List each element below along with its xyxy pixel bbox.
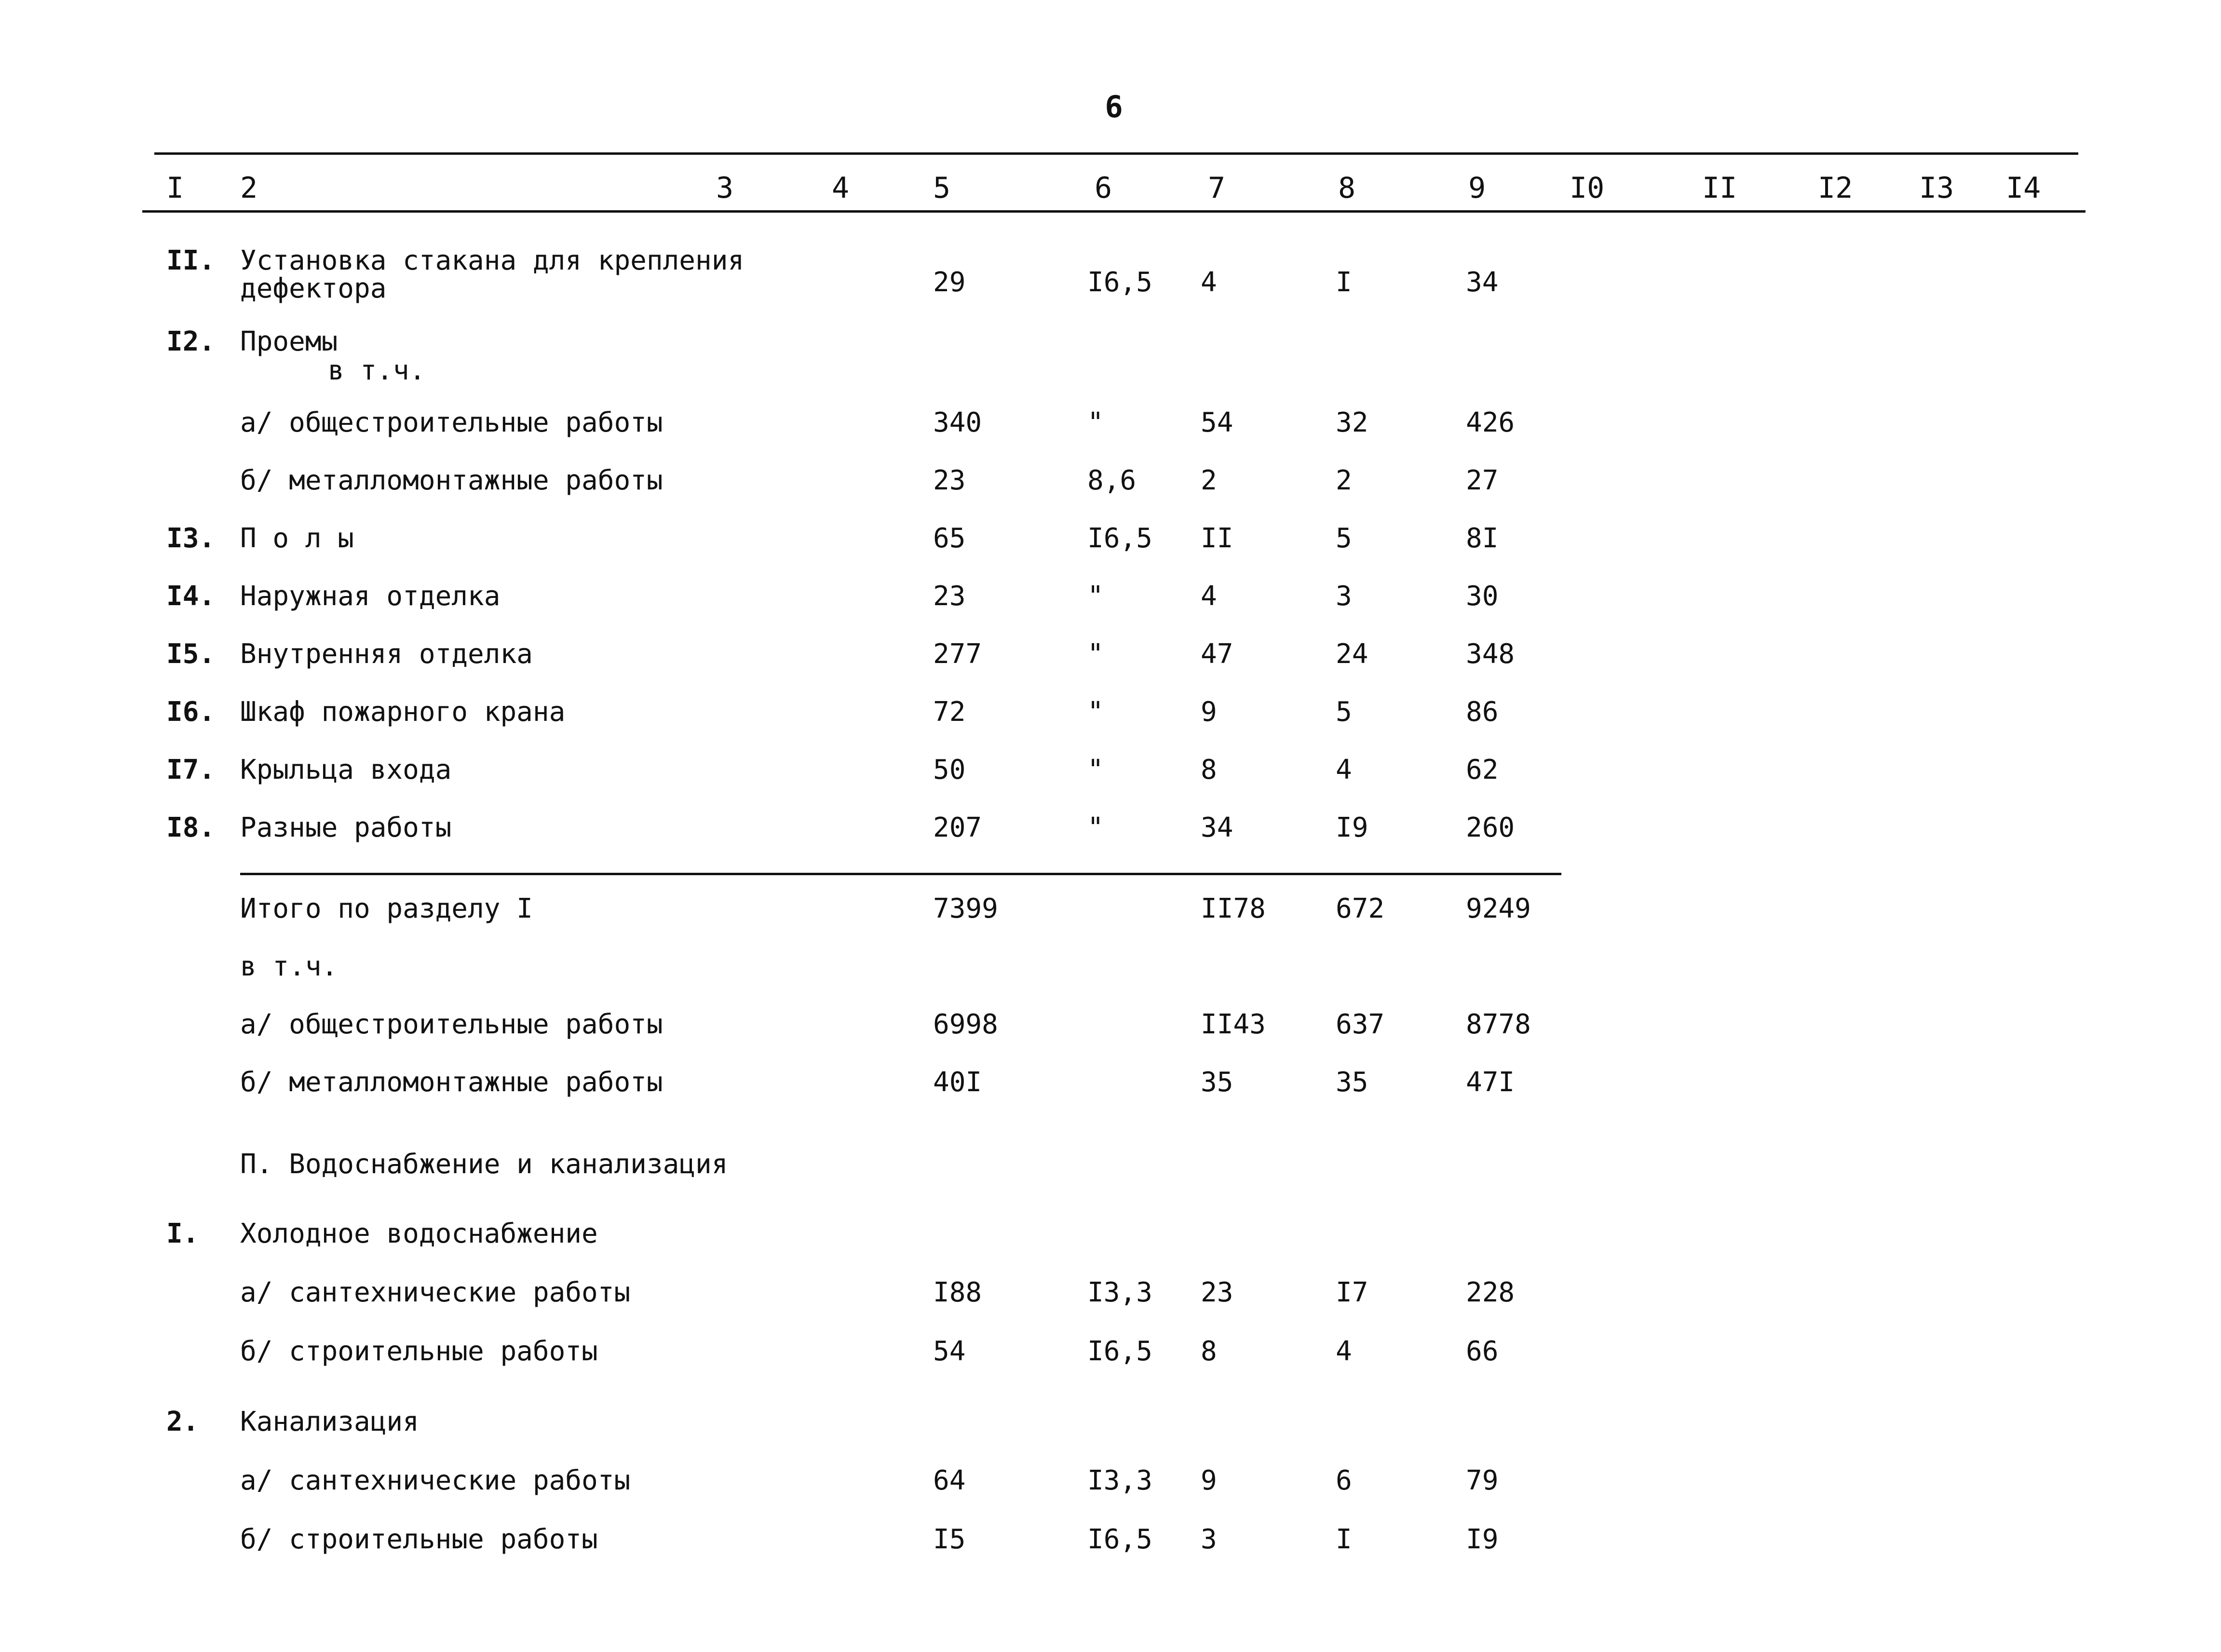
totals-col-5: 40I xyxy=(933,1067,982,1098)
row-col-5: 72 xyxy=(933,696,966,728)
row-number: I2. xyxy=(166,326,216,357)
row-col-7: 8 xyxy=(1201,754,1217,785)
row-name: б/ строительные работы xyxy=(240,1336,598,1367)
row-col-9: 228 xyxy=(1466,1277,1515,1308)
row-col-7: 3 xyxy=(1201,1524,1217,1555)
col-header-14: I4 xyxy=(2006,171,2041,205)
row-col-7: 4 xyxy=(1201,581,1217,612)
row-number: I7. xyxy=(166,754,216,785)
row-name: а/ сантехнические работы xyxy=(240,1277,631,1308)
totals-col-5: 7399 xyxy=(933,893,998,924)
totals-col-9: 8778 xyxy=(1466,1009,1531,1040)
col-header-7: 7 xyxy=(1208,171,1226,205)
row-col-7: 54 xyxy=(1201,407,1233,438)
row-col-6: " xyxy=(1087,638,1104,670)
row-col-6: " xyxy=(1087,812,1104,843)
row-col-5: 23 xyxy=(933,581,966,612)
row-col-9: 86 xyxy=(1466,696,1499,728)
row-name: Разные работы xyxy=(240,812,452,843)
col-header-5: 5 xyxy=(933,171,951,205)
row-name: Внутренняя отделка xyxy=(240,638,533,670)
col-header-11: II xyxy=(1702,171,1737,205)
totals-col-5: 6998 xyxy=(933,1009,998,1040)
col-header-8: 8 xyxy=(1338,171,1356,205)
row-col-6: " xyxy=(1087,754,1104,785)
row-col-5: 65 xyxy=(933,523,966,554)
row-name: а/ сантехнические работы xyxy=(240,1465,631,1496)
row-col-8: 5 xyxy=(1336,696,1352,728)
row-number: I. xyxy=(166,1218,199,1249)
row-col-9: 62 xyxy=(1466,754,1499,785)
row-col-7: 47 xyxy=(1201,638,1233,670)
row-col-8: 4 xyxy=(1336,754,1352,785)
totals-divider-rule xyxy=(240,873,1561,875)
row-number: 2. xyxy=(166,1406,199,1437)
row-col-5: 29 xyxy=(933,267,966,298)
totals-name: б/ металломонтажные работы xyxy=(240,1067,663,1098)
row-number: I6. xyxy=(166,696,216,728)
row-name: Наружная отделка xyxy=(240,581,501,612)
row-name: б/ строительные работы xyxy=(240,1524,598,1555)
row-col-5: I5 xyxy=(933,1524,966,1555)
totals-col-8: 672 xyxy=(1336,893,1385,924)
row-col-8: 6 xyxy=(1336,1465,1352,1496)
col-header-4: 4 xyxy=(832,171,850,205)
row-col-6: I3,3 xyxy=(1087,1465,1152,1496)
col-header-13: I3 xyxy=(1919,171,1954,205)
row-col-8: 24 xyxy=(1336,638,1368,670)
totals-col-7: II78 xyxy=(1201,893,1266,924)
row-col-9: 79 xyxy=(1466,1465,1499,1496)
row-name: Шкаф пожарного крана xyxy=(240,696,566,728)
row-number: I4. xyxy=(166,581,216,612)
row-col-9: 8I xyxy=(1466,523,1499,554)
page-number: 6 xyxy=(1105,89,1123,124)
row-name: П о л ы xyxy=(240,523,354,554)
totals-name: а/ общестроительные работы xyxy=(240,1009,663,1040)
row-col-6: " xyxy=(1087,407,1104,438)
row-col-6: I6,5 xyxy=(1087,1524,1152,1555)
totals-col-8: 35 xyxy=(1336,1067,1368,1098)
row-col-9: 30 xyxy=(1466,581,1499,612)
totals-col-9: 9249 xyxy=(1466,893,1531,924)
row-col-5: 54 xyxy=(933,1336,966,1367)
row-col-5: 207 xyxy=(933,812,982,843)
row-col-9: 27 xyxy=(1466,465,1499,496)
col-header-12: I2 xyxy=(1818,171,1853,205)
row-col-5: 50 xyxy=(933,754,966,785)
totals-name: в т.ч. xyxy=(240,951,338,982)
row-col-8: I xyxy=(1336,267,1352,298)
row-subnote: в т.ч. xyxy=(328,355,426,386)
row-number: I8. xyxy=(166,812,216,843)
row-col-8: I9 xyxy=(1336,812,1368,843)
row-number: II. xyxy=(166,245,216,276)
row-col-5: 340 xyxy=(933,407,982,438)
col-header-10: I0 xyxy=(1570,171,1605,205)
totals-name: Итого по разделу I xyxy=(240,893,533,924)
row-col-8: I7 xyxy=(1336,1277,1368,1308)
row-number: I5. xyxy=(166,638,216,670)
row-col-9: 348 xyxy=(1466,638,1515,670)
row-col-9: 66 xyxy=(1466,1336,1499,1367)
row-name: Канализация xyxy=(240,1406,419,1437)
row-col-6: " xyxy=(1087,581,1104,612)
section-heading: П. Водоснабжение и канализация xyxy=(240,1149,728,1180)
row-col-7: II xyxy=(1201,523,1233,554)
totals-col-9: 47I xyxy=(1466,1067,1515,1098)
row-col-9: 426 xyxy=(1466,407,1515,438)
row-col-8: 5 xyxy=(1336,523,1352,554)
row-col-7: 9 xyxy=(1201,696,1217,728)
row-col-5: 277 xyxy=(933,638,982,670)
row-name: Установка стакана для крепления дефектора xyxy=(240,245,745,304)
row-col-9: 260 xyxy=(1466,812,1515,843)
col-header-9: 9 xyxy=(1468,171,1486,205)
row-col-8: 2 xyxy=(1336,465,1352,496)
totals-col-8: 637 xyxy=(1336,1009,1385,1040)
totals-col-7: 35 xyxy=(1201,1067,1233,1098)
row-col-6: 8,6 xyxy=(1087,465,1137,496)
row-col-6: I3,3 xyxy=(1087,1277,1152,1308)
row-col-9: I9 xyxy=(1466,1524,1499,1555)
row-name: Крыльца входа xyxy=(240,754,452,785)
row-col-9: 34 xyxy=(1466,267,1499,298)
row-col-8: 4 xyxy=(1336,1336,1352,1367)
row-col-6: " xyxy=(1087,696,1104,728)
row-col-7: 8 xyxy=(1201,1336,1217,1367)
row-col-8: 32 xyxy=(1336,407,1368,438)
row-name: а/ общестроительные работы xyxy=(240,407,663,438)
row-col-7: 34 xyxy=(1201,812,1233,843)
col-header-3: 3 xyxy=(716,171,734,205)
row-number: I3. xyxy=(166,523,216,554)
row-col-7: 4 xyxy=(1201,267,1217,298)
col-header-2: 2 xyxy=(240,171,258,205)
header-bottom-rule xyxy=(142,210,2086,213)
row-name: Холодное водоснабжение xyxy=(240,1218,598,1249)
row-col-7: 2 xyxy=(1201,465,1217,496)
totals-col-7: II43 xyxy=(1201,1009,1266,1040)
row-col-7: 23 xyxy=(1201,1277,1233,1308)
row-name: б/ металломонтажные работы xyxy=(240,465,663,496)
row-col-5: 23 xyxy=(933,465,966,496)
col-header-1: I xyxy=(166,171,184,205)
row-name: Проемы xyxy=(240,326,338,357)
row-col-6: I6,5 xyxy=(1087,267,1152,298)
row-col-7: 9 xyxy=(1201,1465,1217,1496)
header-top-rule xyxy=(154,152,2078,155)
row-col-6: I6,5 xyxy=(1087,1336,1152,1367)
row-col-6: I6,5 xyxy=(1087,523,1152,554)
row-col-8: 3 xyxy=(1336,581,1352,612)
row-col-8: I xyxy=(1336,1524,1352,1555)
row-col-5: 64 xyxy=(933,1465,966,1496)
row-col-5: I88 xyxy=(933,1277,982,1308)
col-header-6: 6 xyxy=(1095,171,1112,205)
